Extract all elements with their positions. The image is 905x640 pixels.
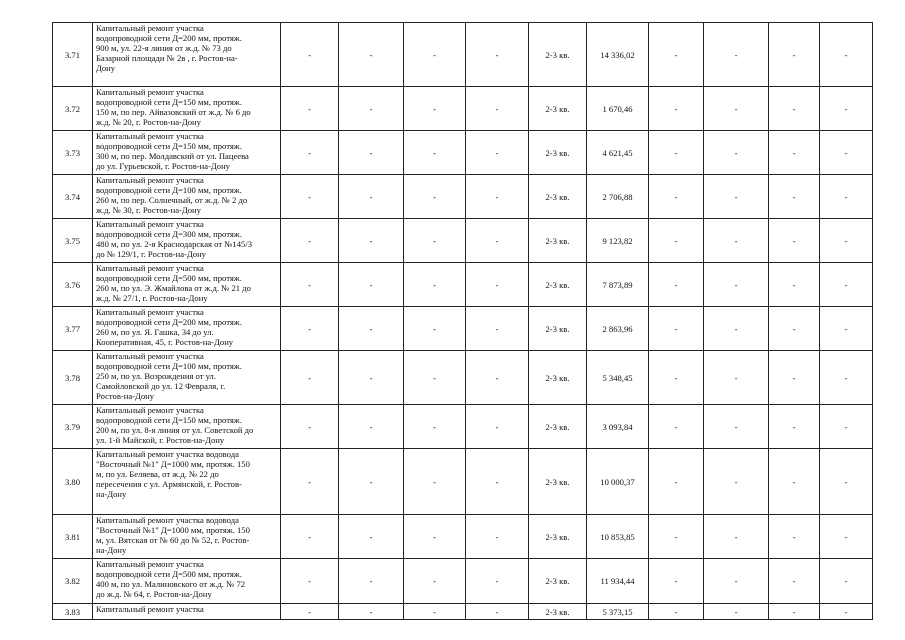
cell-dash: - (704, 405, 769, 449)
description-line: водопроводной сети Д=150 мм, протяж. (96, 97, 242, 107)
cell-dash: - (281, 307, 339, 351)
work-description (93, 449, 281, 515)
period-cell: 2-3 кв. (529, 604, 587, 620)
amount-cell: 7 873,89 (587, 263, 649, 307)
description-line: Ростов-на-Дону (96, 391, 155, 401)
cell-dash: - (704, 604, 769, 620)
cell-dash: - (769, 515, 820, 559)
row-number: 3.76 (53, 263, 93, 307)
amount-cell: 10 853,85 (587, 515, 649, 559)
table-row (53, 559, 873, 604)
description-line: м, ул. Вятская от № 60 до № 52, г. Ростов- (96, 535, 250, 545)
cell-dash: - (466, 559, 529, 604)
cell-dash: - (281, 405, 339, 449)
table-row (53, 405, 873, 449)
description-line: Капитальный ремонт участка (96, 219, 204, 229)
cell-dash: - (820, 604, 873, 620)
period-cell: 2-3 кв. (529, 219, 587, 263)
table-row (53, 515, 873, 559)
amount-cell: 2 863,96 (587, 307, 649, 351)
description-line: водопроводной сети Д=150 мм, протяж. (96, 141, 242, 151)
cell-dash: - (820, 307, 873, 351)
amount-cell: 11 934,44 (587, 559, 649, 604)
description-line: Капитальный ремонт участка (96, 175, 204, 185)
cell-dash: - (820, 559, 873, 604)
description-line: Капитальный ремонт участка (96, 263, 204, 273)
description-line: Капитальный ремонт участка (96, 351, 204, 361)
cell-dash: - (339, 559, 404, 604)
description-line: Базарной площади № 2в , г. Ростов-на- (96, 53, 238, 63)
table-row (53, 351, 873, 405)
cell-dash: - (466, 405, 529, 449)
description-line: ул. 1-й Майской, г. Ростов-на-Дону (96, 435, 225, 445)
cell-dash: - (820, 515, 873, 559)
cell-dash: - (339, 604, 404, 620)
description-line: до ж.д. № 64, г. Ростов-на-Дону (96, 589, 212, 599)
description-line: Кооперативная, 45, г. Ростов-на-Дону (96, 337, 234, 347)
description-line: 250 м, по ул. Возрождения от ул. (96, 371, 216, 381)
cell-dash: - (704, 351, 769, 405)
cell-dash: - (339, 263, 404, 307)
cell-dash: - (404, 515, 466, 559)
cell-dash: - (649, 263, 704, 307)
cell-dash: - (704, 23, 769, 87)
description-line: до № 129/1, г. Ростов-на-Дону (96, 249, 206, 259)
table-row (53, 87, 873, 131)
work-description (93, 23, 281, 87)
cell-dash: - (281, 23, 339, 87)
cell-dash: - (769, 449, 820, 515)
cell-dash: - (281, 515, 339, 559)
amount-cell: 9 123,82 (587, 219, 649, 263)
description-line: 150 м, по пер. Айвазовский от ж.д. № 6 до (96, 107, 251, 117)
description-line: на-Дону (96, 545, 127, 555)
cell-dash: - (339, 515, 404, 559)
cell-dash: - (704, 131, 769, 175)
cell-dash: - (404, 604, 466, 620)
table-row (53, 219, 873, 263)
period-cell: 2-3 кв. (529, 307, 587, 351)
cell-dash: - (466, 515, 529, 559)
cell-dash: - (820, 405, 873, 449)
cell-dash: - (820, 219, 873, 263)
cell-dash: - (649, 559, 704, 604)
cell-dash: - (404, 307, 466, 351)
cell-dash: - (466, 449, 529, 515)
work-description (93, 307, 281, 351)
cell-dash: - (281, 604, 339, 620)
cell-dash: - (820, 263, 873, 307)
work-description (93, 405, 281, 449)
description-line: Капитальный ремонт участка (96, 604, 204, 614)
work-description (93, 351, 281, 405)
cell-dash: - (281, 559, 339, 604)
row-number: 3.72 (53, 87, 93, 131)
table-row (53, 263, 873, 307)
row-number: 3.77 (53, 307, 93, 351)
row-number: 3.81 (53, 515, 93, 559)
table-body (53, 23, 873, 620)
cell-dash: - (339, 23, 404, 87)
row-number: 3.71 (53, 23, 93, 87)
description-line: водопроводной сети Д=500 мм, протяж. (96, 569, 242, 579)
description-line: на-Дону (96, 489, 127, 499)
description-line: ж.д. № 20, г. Ростов-на-Дону (96, 117, 201, 127)
description-line: Капитальный ремонт участка (96, 307, 204, 317)
description-line: "Восточный №1" Д=1000 мм, протяж. 150 (96, 459, 250, 469)
period-cell: 2-3 кв. (529, 87, 587, 131)
cell-dash: - (820, 87, 873, 131)
period-cell: 2-3 кв. (529, 449, 587, 515)
cell-dash: - (820, 131, 873, 175)
amount-cell: 5 373,15 (587, 604, 649, 620)
cell-dash: - (769, 87, 820, 131)
table-row (53, 449, 873, 515)
period-cell: 2-3 кв. (529, 175, 587, 219)
cell-dash: - (466, 131, 529, 175)
cell-dash: - (820, 351, 873, 405)
cell-dash: - (339, 449, 404, 515)
work-description (93, 219, 281, 263)
cell-dash: - (649, 131, 704, 175)
cell-dash: - (466, 219, 529, 263)
cell-dash: - (466, 87, 529, 131)
cell-dash: - (466, 604, 529, 620)
cell-dash: - (649, 351, 704, 405)
row-number: 3.83 (53, 604, 93, 620)
cell-dash: - (466, 263, 529, 307)
description-line: Капитальный ремонт участка (96, 23, 204, 33)
cell-dash: - (339, 175, 404, 219)
cell-dash: - (649, 449, 704, 515)
description-line: водопроводной сети Д=100 мм, протяж. (96, 361, 242, 371)
cell-dash: - (404, 405, 466, 449)
cell-dash: - (769, 559, 820, 604)
amount-cell: 1 670,46 (587, 87, 649, 131)
description-line: Капитальный ремонт участка (96, 405, 204, 415)
period-cell: 2-3 кв. (529, 23, 587, 87)
cell-dash: - (769, 175, 820, 219)
cell-dash: - (339, 131, 404, 175)
cell-dash: - (281, 175, 339, 219)
repair-program-table (52, 22, 873, 620)
cell-dash: - (704, 449, 769, 515)
description-line: водопроводной сети Д=500 мм, протяж. (96, 273, 242, 283)
cell-dash: - (704, 219, 769, 263)
amount-cell: 4 621,45 (587, 131, 649, 175)
cell-dash: - (466, 351, 529, 405)
description-line: водопроводной сети Д=200 мм, протяж. (96, 317, 242, 327)
description-line: Дону (96, 63, 116, 73)
description-line: ж.д. № 30, г. Ростов-на-Дону (96, 205, 201, 215)
cell-dash: - (281, 131, 339, 175)
row-number: 3.82 (53, 559, 93, 604)
cell-dash: - (704, 307, 769, 351)
description-line: пересечения с ул. Армянской, г. Ростов- (96, 479, 242, 489)
work-description (93, 131, 281, 175)
cell-dash: - (404, 175, 466, 219)
cell-dash: - (339, 87, 404, 131)
description-line: Капитальный ремонт участка (96, 131, 204, 141)
cell-dash: - (404, 263, 466, 307)
description-line: Капитальный ремонт участка (96, 559, 204, 569)
cell-dash: - (769, 219, 820, 263)
description-line: водопроводной сети Д=300 мм, протяж. (96, 229, 242, 239)
row-number: 3.75 (53, 219, 93, 263)
description-line: "Восточный №1" Д=1000 мм, протяж. 150 (96, 525, 250, 535)
cell-dash: - (339, 219, 404, 263)
cell-dash: - (649, 219, 704, 263)
cell-dash: - (649, 307, 704, 351)
row-number: 3.80 (53, 449, 93, 515)
table-row (53, 23, 873, 87)
cell-dash: - (281, 351, 339, 405)
cell-dash: - (769, 23, 820, 87)
description-line: водопроводной сети Д=100 мм, протяж. (96, 185, 242, 195)
cell-dash: - (339, 351, 404, 405)
cell-dash: - (704, 175, 769, 219)
work-description (93, 263, 281, 307)
cell-dash: - (649, 604, 704, 620)
row-number: 3.74 (53, 175, 93, 219)
row-number: 3.79 (53, 405, 93, 449)
cell-dash: - (466, 307, 529, 351)
period-cell: 2-3 кв. (529, 559, 587, 604)
description-line: Самойловской до ул. 12 Февраля, г. (96, 381, 226, 391)
table-row (53, 175, 873, 219)
description-line: ж.д. № 27/1, г. Ростов-на-Дону (96, 293, 208, 303)
row-number: 3.78 (53, 351, 93, 405)
cell-dash: - (769, 263, 820, 307)
description-line: 260 м, по пер. Солнечный, от ж.д. № 2 до (96, 195, 248, 205)
cell-dash: - (820, 449, 873, 515)
description-line: Капитальный ремонт участка водовода (96, 449, 239, 459)
cell-dash: - (404, 87, 466, 131)
amount-cell: 5 348,45 (587, 351, 649, 405)
cell-dash: - (339, 405, 404, 449)
work-description (93, 559, 281, 604)
cell-dash: - (281, 263, 339, 307)
amount-cell: 2 706,88 (587, 175, 649, 219)
work-description (93, 604, 281, 620)
cell-dash: - (769, 307, 820, 351)
cell-dash: - (704, 559, 769, 604)
description-line: 200 м, по ул. 8-я линия от ул. Советской до (96, 425, 254, 435)
amount-cell: 10 000,37 (587, 449, 649, 515)
cell-dash: - (769, 405, 820, 449)
table-row (53, 604, 873, 620)
cell-dash: - (404, 449, 466, 515)
description-line: 260 м, по ул. Я. Гашка, 34 до ул. (96, 327, 214, 337)
cell-dash: - (649, 175, 704, 219)
description-line: до ул. Гурьевской, г. Ростов-на-Дону (96, 161, 230, 171)
cell-dash: - (820, 175, 873, 219)
cell-dash: - (339, 307, 404, 351)
description-line: 480 м, по ул. 2-я Краснодарская от №145/3 (96, 239, 253, 249)
description-line: Капитальный ремонт участка (96, 87, 204, 97)
cell-dash: - (404, 131, 466, 175)
cell-dash: - (466, 175, 529, 219)
period-cell: 2-3 кв. (529, 351, 587, 405)
cell-dash: - (649, 23, 704, 87)
description-line: 300 м, по пер. Молдавский от ул. Пацеева (96, 151, 249, 161)
cell-dash: - (404, 559, 466, 604)
cell-dash: - (649, 405, 704, 449)
period-cell: 2-3 кв. (529, 405, 587, 449)
cell-dash: - (769, 131, 820, 175)
cell-dash: - (466, 23, 529, 87)
cell-dash: - (704, 263, 769, 307)
period-cell: 2-3 кв. (529, 131, 587, 175)
cell-dash: - (769, 604, 820, 620)
work-description (93, 515, 281, 559)
description-line: 260 м, по ул. Э. Жмайлова от ж.д. № 21 до (96, 283, 251, 293)
amount-cell: 14 336,02 (587, 23, 649, 87)
work-description (93, 87, 281, 131)
cell-dash: - (281, 219, 339, 263)
cell-dash: - (281, 449, 339, 515)
cell-dash: - (704, 87, 769, 131)
cell-dash: - (404, 351, 466, 405)
row-number: 3.73 (53, 131, 93, 175)
cell-dash: - (704, 515, 769, 559)
period-cell: 2-3 кв. (529, 515, 587, 559)
description-line: м, по ул. Беляева, от ж.д. № 22 до (96, 469, 219, 479)
description-line: 900 м, ул. 22-я линия от ж.д. № 73 до (96, 43, 232, 53)
cell-dash: - (404, 23, 466, 87)
description-line: 400 м, по ул. Малиновского от ж.д. № 72 (96, 579, 246, 589)
work-description (93, 175, 281, 219)
period-cell: 2-3 кв. (529, 263, 587, 307)
cell-dash: - (281, 87, 339, 131)
description-line: водопроводной сети Д=200 мм, протяж. (96, 33, 242, 43)
cell-dash: - (769, 351, 820, 405)
cell-dash: - (649, 515, 704, 559)
table-row (53, 307, 873, 351)
table-row (53, 131, 873, 175)
cell-dash: - (404, 219, 466, 263)
amount-cell: 3 093,84 (587, 405, 649, 449)
description-line: водопроводной сети Д=150 мм, протяж. (96, 415, 242, 425)
cell-dash: - (820, 23, 873, 87)
description-line: Капитальный ремонт участка водовода (96, 515, 239, 525)
cell-dash: - (649, 87, 704, 131)
